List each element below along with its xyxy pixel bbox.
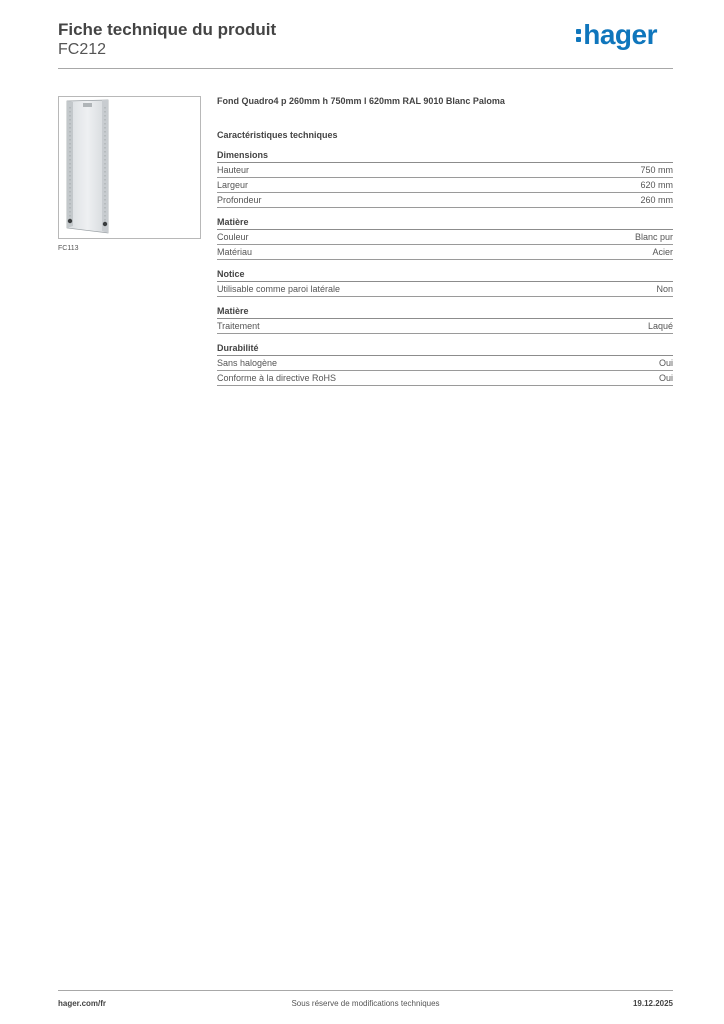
spec-value: Laqué (647, 321, 673, 331)
spec-group-durability (217, 343, 673, 386)
spec-label: Profondeur (217, 195, 262, 205)
spec-value: Oui (658, 358, 673, 368)
product-code: FC212 (58, 41, 107, 58)
spec-row (217, 356, 673, 371)
spec-group-title: Durabilité (217, 343, 673, 356)
spec-row (217, 178, 673, 193)
header-divider (58, 68, 673, 69)
spec-group-title: Matière (217, 306, 673, 319)
spec-label: Traitement (217, 321, 260, 331)
logo-text: hager (583, 19, 657, 50)
spec-group-material (217, 217, 673, 260)
spec-group-treatment (217, 306, 673, 334)
footer-divider (58, 990, 673, 991)
spec-row (217, 319, 673, 334)
spec-label: Conforme à la directive RoHS (217, 373, 337, 383)
footer-disclaimer: Sous réserve de modifications techniques (291, 999, 440, 1008)
spec-row (217, 230, 673, 245)
spec-row (217, 193, 673, 208)
spec-value: Blanc pur (634, 232, 673, 242)
spec-label: Largeur (217, 180, 249, 190)
page-footer (58, 999, 673, 1011)
spec-group-title: Matière (217, 217, 673, 230)
footer-website-link[interactable]: hager.com/fr (58, 999, 107, 1008)
spec-label: Couleur (217, 232, 249, 242)
section-heading: Caractéristiques techniques (217, 130, 338, 140)
spec-value: Non (656, 284, 673, 294)
product-image (58, 96, 201, 239)
spec-group-title: Notice (217, 269, 673, 282)
spec-value: 260 mm (640, 195, 673, 205)
footer-date: 19.12.2025 (632, 999, 673, 1008)
spec-row (217, 371, 673, 386)
product-description: Fond Quadro4 p 260mm h 750mm l 620mm RAL 9010 Blanc Paloma (217, 96, 505, 106)
logo-dots-icon (576, 25, 581, 42)
hager-logo (576, 20, 657, 50)
spec-value: Oui (658, 373, 673, 383)
spec-label: Utilisable comme paroi latérale (217, 284, 341, 294)
document-title: Fiche technique du produit (58, 20, 277, 39)
page-header (58, 20, 673, 70)
back-panel-illustration-icon (59, 97, 200, 238)
spec-label: Hauteur (217, 165, 250, 175)
spec-label: Sans halogène (217, 358, 278, 368)
spec-group-title: Dimensions (217, 150, 673, 163)
product-specifications (217, 96, 673, 386)
spec-value: 620 mm (640, 180, 673, 190)
spec-group-dimensions (217, 150, 673, 208)
spec-label: Matériau (217, 247, 253, 257)
spec-row (217, 245, 673, 260)
spec-group-notice (217, 269, 673, 297)
spec-value: 750 mm (640, 165, 673, 175)
image-caption: FC113 (58, 245, 79, 252)
spec-value: Acier (652, 247, 673, 257)
spec-row (217, 282, 673, 297)
spec-row (217, 163, 673, 178)
